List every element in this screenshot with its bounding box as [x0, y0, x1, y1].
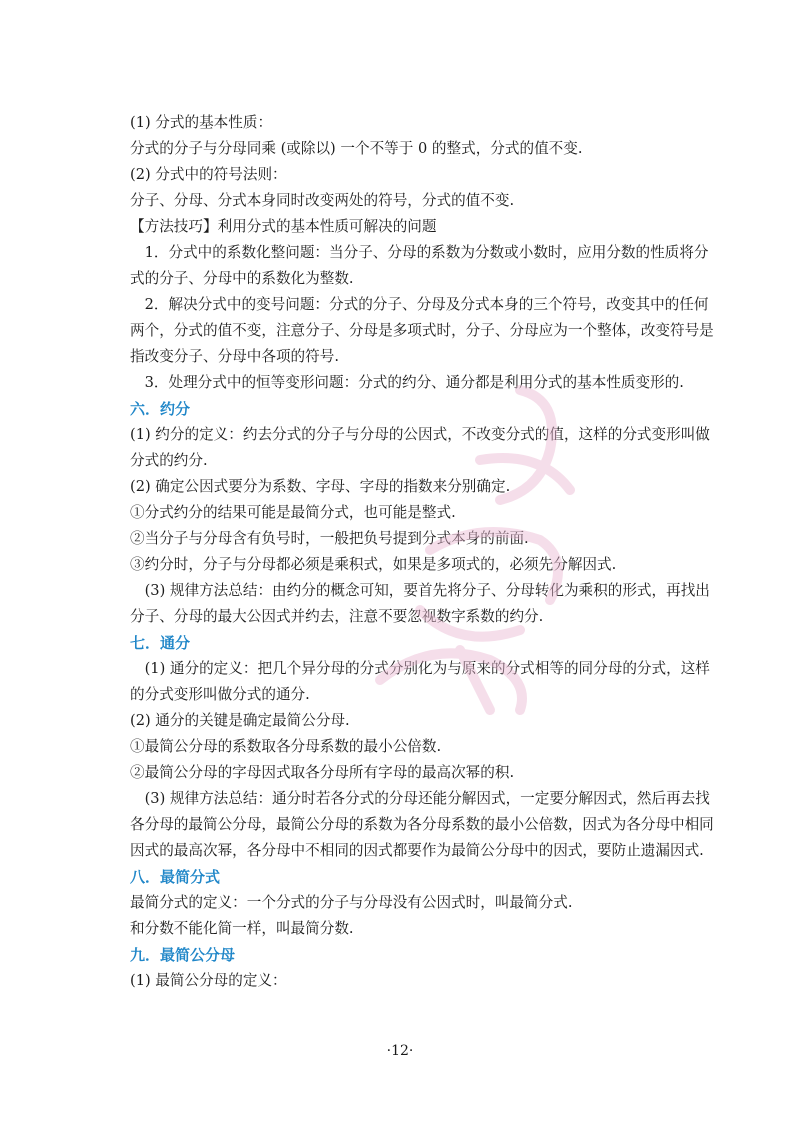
- section-heading: 七．通分: [130, 634, 191, 652]
- text-line: ②最简公分母的字母因式取各分母所有字母的最高次幂的积.: [130, 764, 515, 781]
- text-line: (2) 确定公因式要分为系数、字母、字母的指数来分别确定.: [130, 478, 511, 495]
- paragraph: (3) 规律方法总结：通分时若各分式的分母还能分解因式，一定要分解因式，然后再去找各分母的最简公分母，最简公分母的系数为各分母系数的最小公倍数，因式为各分母中相同因式的最高次幂，各分母中不相同的因式都要作为最简公分母中的因式，要防止遗漏因式.: [130, 790, 714, 859]
- text-line: ①分式约分的结果可能是最简分式，也可能是整式.: [130, 504, 456, 521]
- text-line: 最简分式的定义：一个分式的分子与分母没有公因式时，叫最简分式.: [130, 894, 573, 911]
- paragraph: (3) 规律方法总结：由约分的概念可知，要首先将分子、分母转化为乘积的形式，再找出分子、分母的最大公因式并约去，注意不要忽视数字系数的约分.: [130, 582, 710, 625]
- document-body: [130, 110, 720, 994]
- section-heading: 六．约分: [130, 400, 191, 418]
- paragraph: 2．解决分式中的变号问题：分式的分子、分母及分式本身的三个符号，改变其中的任何两个，分式的值不变，注意分子、分母是多项式时，分子、分母应为一个整体，改变符号是指改变分子、分母中各项的符号.: [130, 296, 714, 365]
- text-line: 分式的分子与分母同乘 (或除以) 一个不等于 0 的整式，分式的值不变.: [130, 140, 583, 157]
- section-heading: 九．最简公分母: [130, 946, 236, 964]
- text-line: (2) 通分的关键是确定最简公分母.: [130, 712, 350, 729]
- text-line: ①最简公分母的系数取各分母系数的最小公倍数.: [130, 738, 442, 755]
- text-line: 分子、分母、分式本身同时改变两处的符号，分式的值不变.: [130, 192, 515, 209]
- text-line: (1) 约分的定义：约去分式的分子与分母的公因式，不改变分式的值，这样的分式变形叫做分式的约分.: [130, 426, 710, 469]
- text-line: ②当分子与分母含有负号时，一般把负号提到分式本身的前面.: [130, 530, 529, 547]
- section-heading: 八．最简分式: [130, 868, 221, 886]
- page-number: ·12·: [386, 1043, 414, 1059]
- text-line: (2) 分式中的符号法则：: [130, 166, 287, 183]
- text-line: (1) 最简公分母的定义：: [130, 972, 287, 989]
- text-line: 和分数不能化简一样，叫最简分数.: [130, 920, 354, 937]
- text-line: 【方法技巧】利用分式的基本性质可解决的问题: [130, 218, 437, 235]
- paragraph: 3．处理分式中的恒等变形问题：分式的约分、通分都是利用分式的基本性质变形的.: [144, 374, 684, 391]
- text-line: (1) 分式的基本性质：: [130, 114, 273, 131]
- paragraph: 1．分式中的系数化整问题：当分子、分母的系数为分数或小数时，应用分数的性质将分式的分子、分母中的系数化为整数.: [130, 244, 709, 287]
- paragraph: (1) 通分的定义：把几个异分母的分式分别化为与原来的分式相等的同分母的分式，这样的分式变形叫做分式的通分.: [130, 660, 710, 703]
- text-line: ③约分时，分子与分母都必须是乘积式，如果是多项式的，必须先分解因式.: [130, 556, 617, 573]
